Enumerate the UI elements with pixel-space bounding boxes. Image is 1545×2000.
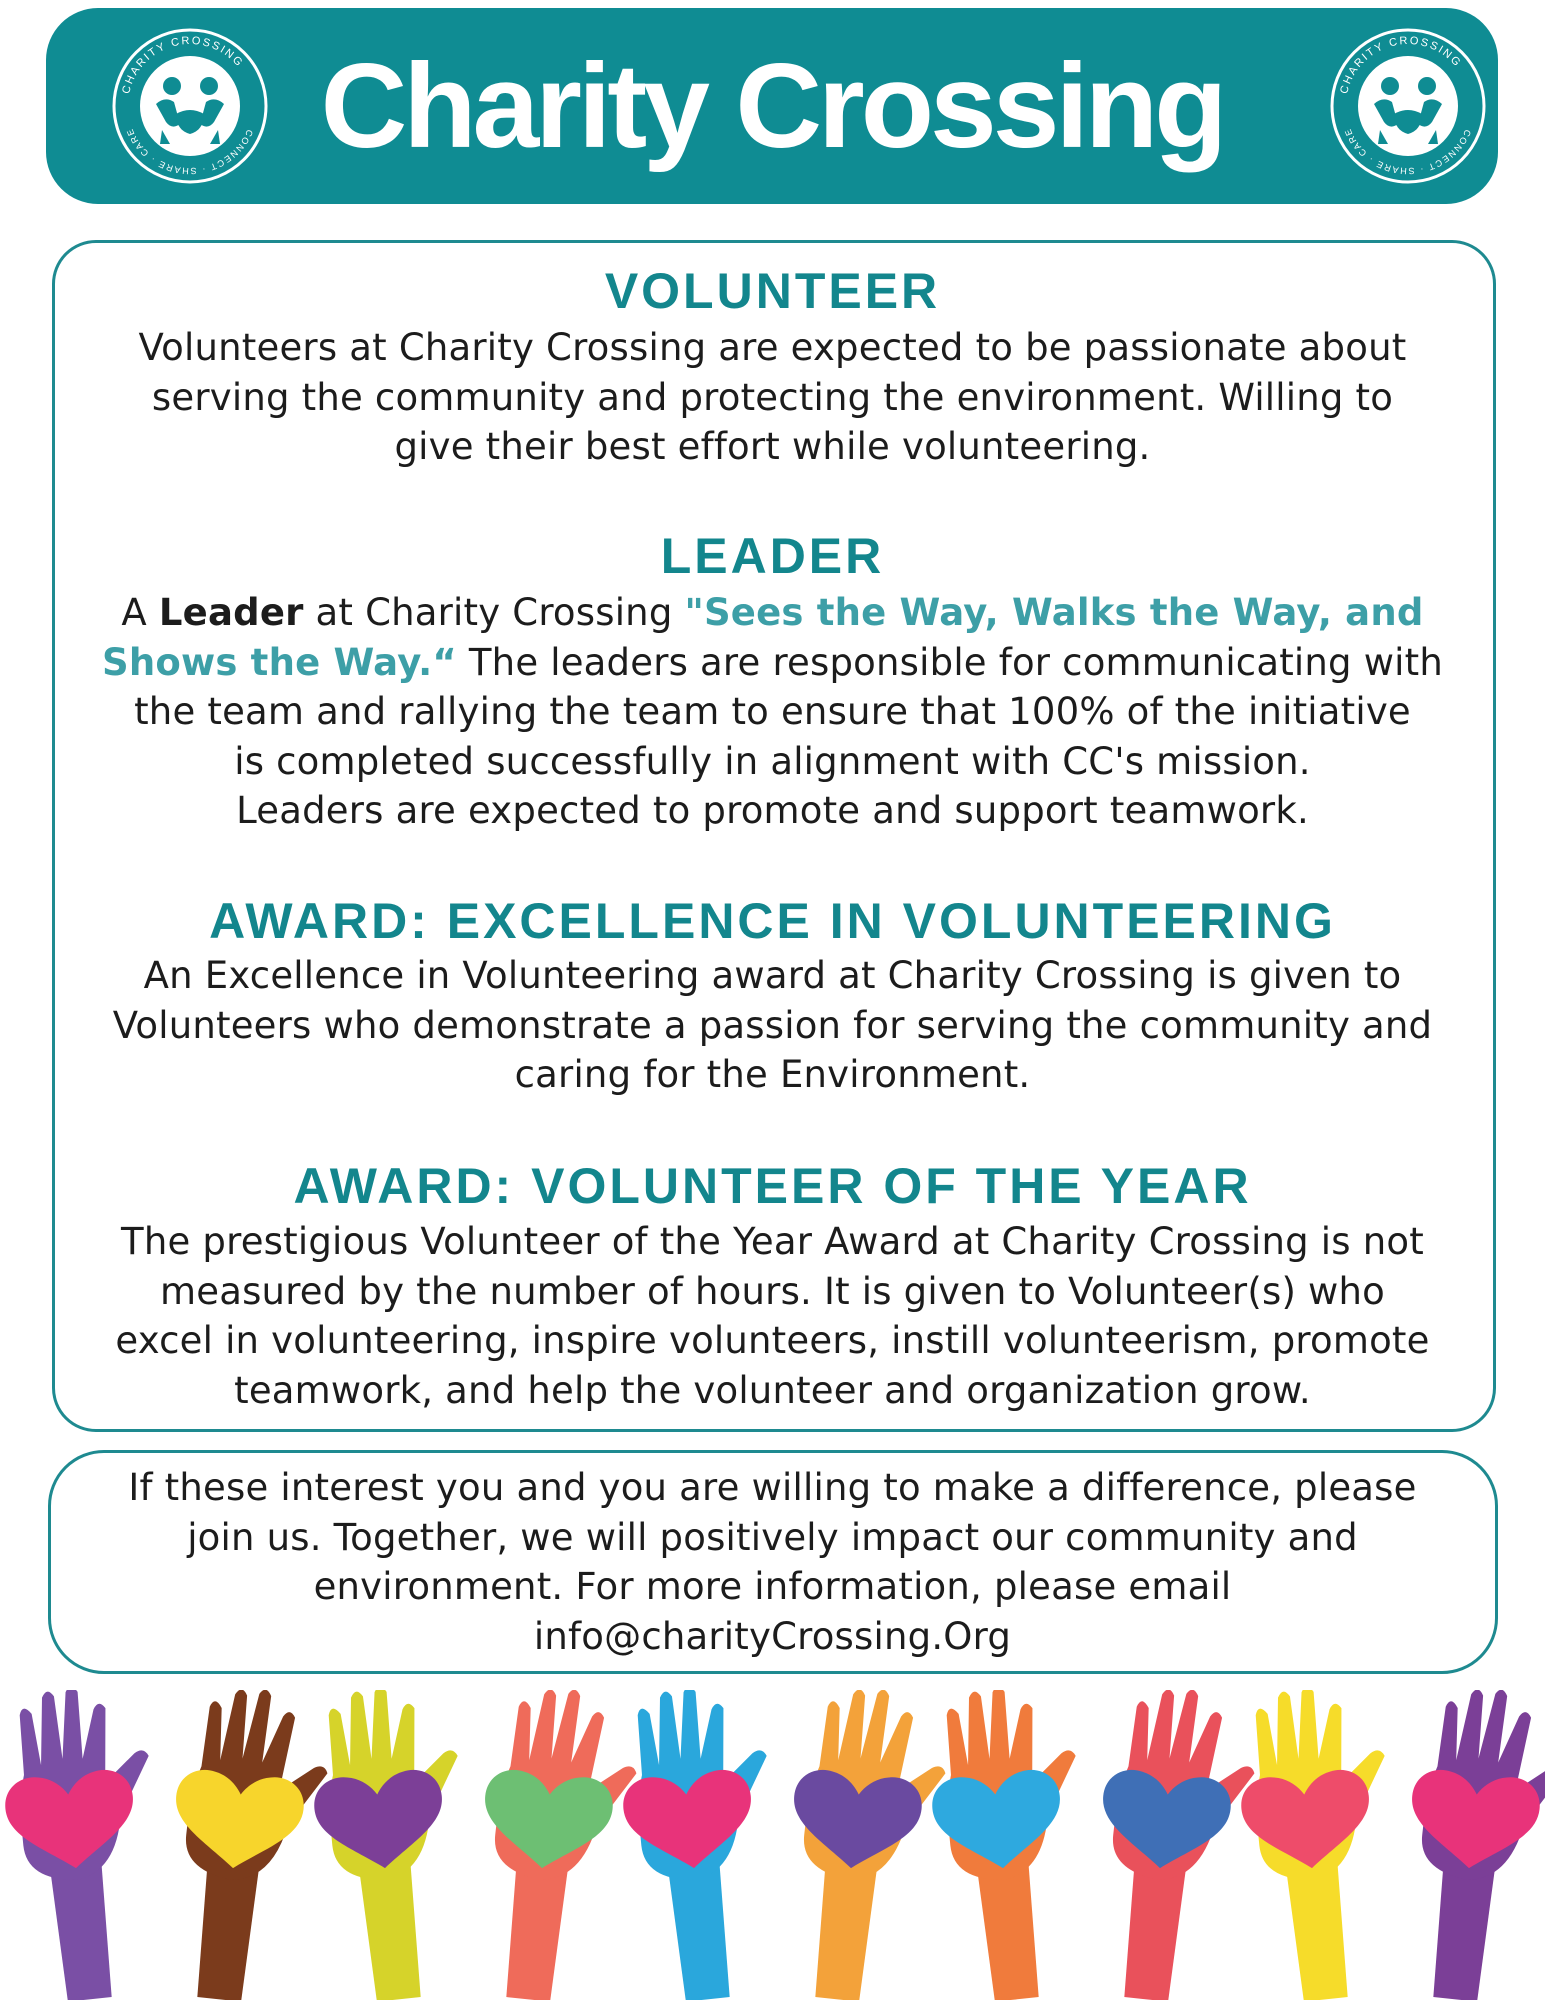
award-year-line: teamwork, and help the volunteer and organization grow. <box>234 1368 1311 1412</box>
volunteer-line: serving the community and protecting the environment. Willing to <box>151 375 1394 419</box>
hands-hearts-svg <box>0 1690 1545 2000</box>
hands-hearts-illustration <box>0 1690 1545 2000</box>
charity-crossing-logo <box>1328 26 1488 186</box>
hand-with-heart-icon <box>1083 1690 1263 2000</box>
award-year-description <box>0 1217 1545 1415</box>
volunteer-line: give their best effort while volunteering. <box>394 425 1151 468</box>
leader-text: A <box>121 591 159 634</box>
join-message <box>0 1463 1545 1661</box>
join-line: join us. Together, we will positively impact our community and <box>187 1515 1358 1559</box>
award-excellence-line: caring for the Environment. <box>514 1053 1031 1096</box>
leader-text: The leaders are responsible for communicating with <box>456 640 1443 684</box>
hand-with-heart-icon <box>156 1690 336 2000</box>
award-year-line: measured by the number of hours. It is given to Volunteer(s) who <box>160 1269 1385 1313</box>
logo-ring-top-text: CHARITY CROSSING <box>120 34 246 96</box>
leader-description <box>0 588 1545 836</box>
volunteer-description <box>0 323 1545 472</box>
hand-with-heart-icon <box>1392 1690 1545 2000</box>
award-year-line: The prestigious Volunteer of the Year Award at Charity Crossing is not <box>121 1220 1424 1263</box>
join-line: If these interest you and you are willing to make a difference, please <box>128 1466 1417 1509</box>
leader-line <box>0 638 1545 688</box>
leader-line <box>0 588 1545 638</box>
logo-ring-bottom-text: CONNECT · SHARE · CARE <box>124 126 256 177</box>
contact-email: info@charityCrossing.Org <box>533 1614 1012 1658</box>
hand-with-heart-icon <box>302 1690 482 2000</box>
hand-with-heart-icon <box>1229 1690 1409 2000</box>
leader-motto: Shows the Way.“ <box>101 640 457 684</box>
leader-heading: LEADER <box>660 528 885 584</box>
volunteer-line: Volunteers at Charity Crossing are expected to be passionate about <box>138 326 1407 369</box>
award-excellence-line: An Excellence in Volunteering award at Charity Crossing is given to <box>143 954 1402 997</box>
leader-text: at Charity Crossing <box>303 591 685 634</box>
award-year-line: excel in volunteering, inspire volunteers, instill volunteerism, promote <box>115 1319 1430 1362</box>
hand-with-heart-icon <box>611 1690 791 2000</box>
hand-with-heart-icon <box>465 1690 645 2000</box>
logo-ring-top-text: CHARITY CROSSING <box>1338 34 1464 96</box>
leader-bold-word: Leader <box>158 591 304 634</box>
hand-with-heart-icon <box>774 1690 954 2000</box>
hand-with-heart-icon <box>0 1690 173 2000</box>
award-excellence-description <box>0 951 1545 1100</box>
hand-with-heart-icon <box>920 1690 1100 2000</box>
logo-ring-bottom-text: CONNECT · SHARE · CARE <box>1342 126 1474 177</box>
header-banner <box>46 8 1498 204</box>
leader-motto: "Sees the Way, Walks the Way, and <box>684 591 1424 634</box>
leader-line: is completed successfully in alignment with CC's mission. <box>234 739 1311 783</box>
page-title: Charity Crossing <box>320 39 1224 173</box>
award-year-heading: AWARD: VOLUNTEER OF THE YEAR <box>293 1158 1252 1214</box>
volunteer-heading: VOLUNTEER <box>604 263 941 319</box>
award-excellence-heading: AWARD: EXCELLENCE IN VOLUNTEERING <box>209 893 1336 949</box>
leader-line: Leaders are expected to promote and support teamwork. <box>236 789 1309 832</box>
join-line: environment. For more information, please email <box>313 1565 1232 1608</box>
leader-line: the team and rallying the team to ensure that 100% of the initiative <box>134 690 1411 733</box>
award-excellence-line: Volunteers who demonstrate a passion for serving the community and <box>112 1003 1433 1047</box>
